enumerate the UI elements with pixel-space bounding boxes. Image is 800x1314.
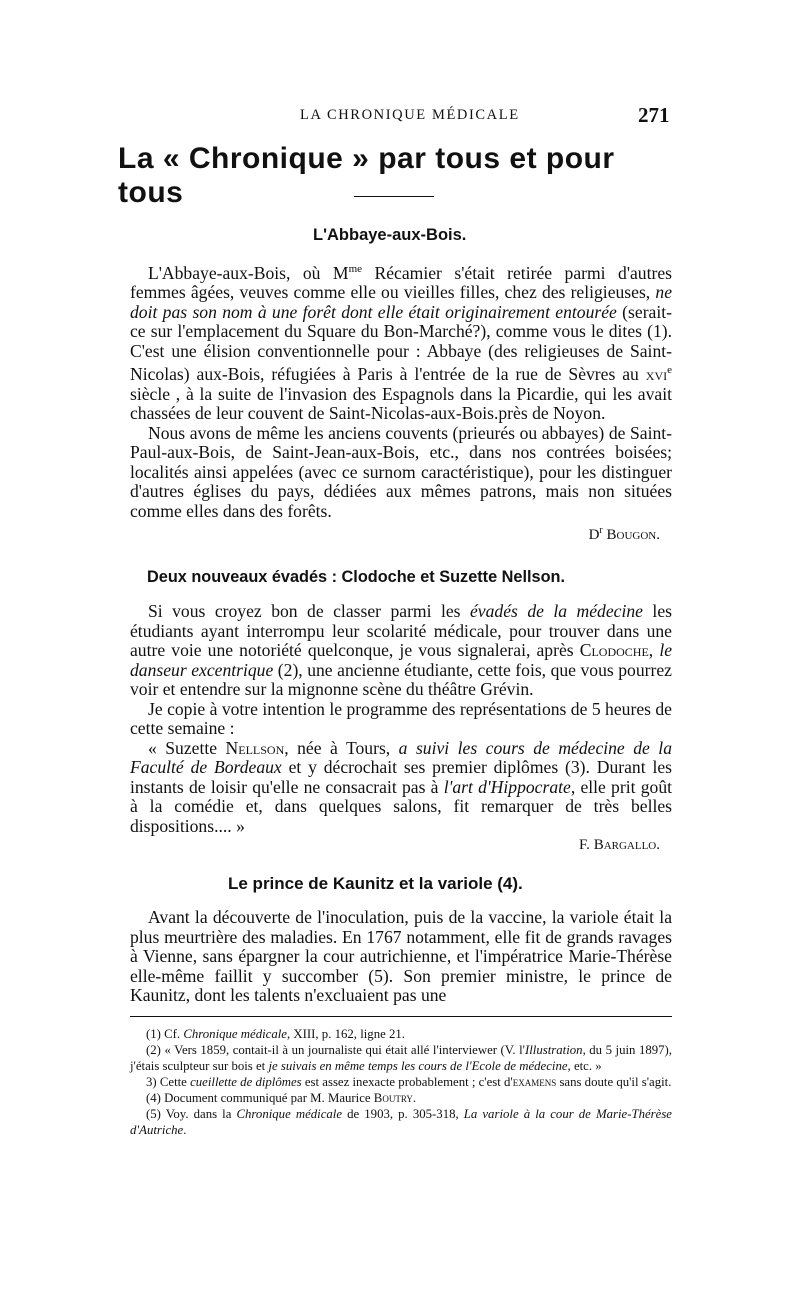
paragraph: « Suzette Nellson, née à Tours, a suivi les cours de médecine de la Faculté de Bordeaux et y décrochait ses premier diplômes (3). Durant les instants de loisir qu'elle ne consacrait pas à l'art d'Hippocrate, elle prit goût à la comédie et, dans quelques salons, fit remarquer de très belles dispositions.... » [130, 737, 672, 836]
footnotes [130, 1026, 672, 1138]
section-title-evades: Deux nouveaux évadés : Clodoche et Suzette Nellson. [147, 568, 565, 586]
page-title: La « Chronique » par tous et pour tous [118, 142, 615, 209]
paragraph: Je copie à votre intention le programme des représentations de 5 heures de cette semaine : [130, 698, 672, 738]
footnote-2: (2) « Vers 1859, contait-il à un journaliste qui était allé l'interviewer (V. l'Illustration, du 5 juin 1897), j'étais sculpteur sur bois et je suivais en même temps les cours de l'Ecole de médecine, etc. » [130, 1043, 672, 1073]
footnote-1: (1) Cf. Chronique médicale, XIII, p. 162, ligne 21. [146, 1027, 405, 1041]
title-divider [354, 196, 434, 197]
section-body-evades [130, 602, 672, 856]
section-title-abbaye: L'Abbaye-aux-Bois. [313, 226, 467, 244]
signature: $D^r$ Bougon. [588, 525, 660, 544]
paragraph: Avant la découverte de l'inoculation, puis de la vaccine, la variole était la plus meurtrière des maladies. En 1767 notamment, elle fit de grands ravages à Vienne, sans épargner la cour autrichienne, et l'impératrice Marie-Thérèse elle-même faillit y succomber (5). Son premier ministre, le prince de Kaunitz, dont les talents n'excluaient pas une [130, 907, 672, 1005]
footnote-5: (5) Voy. dans la Chronique médicale de 1903, p. 305-318, La variole à la cour de Marie-Thérèse d'Autriche. [130, 1107, 672, 1137]
section-title-kaunitz: Le prince de Kaunitz et la variole (4). [228, 874, 523, 893]
paragraph: Nous avons de même les anciens couvents (prieurés ou abbayes) de Saint-Paul-aux-Bois, de Saint-Jean-aux-Bois, etc., dans nos contrées boisées; localités ainsi appelées (avec ce surnom caractéristique), pour les distinguer d'autres églises du pays, dédiées aux mêmes patrons, mais non situées comme elles dans des forêts. [130, 422, 672, 521]
running-title: LA CHRONIQUE MÉDICALE [300, 107, 520, 123]
footnote-divider [130, 1016, 672, 1017]
footnote-4: (4) Document communiqué par M. Maurice Boutry. [146, 1091, 417, 1105]
paragraph: L'Abbaye-aux-Bois, où $M^{me}$ Récamier s'était retirée parmi d'autres femmes âgées, veuves comme elle ou vieilles filles, chez des religieuses, ne doit pas son nom à une forêt dont elle était originairement entourée (serait-ce sur l'emplacement du Square du Bon-Marché?), comme vous le dites (1). C'est une élision conventionnelle pour : Abbaye (des religieuses de Saint-Nicolas) aux-Bois, réfugiées à Paris à l'entrée de la rue de Sèvres au xvi$^e$ siècle , à la suite de l'invasion des Espagnols dans la Picardie, qui les avait chassées de leur couvent de Saint-Nicolas-aux-Bois.près de Noyon. [130, 262, 672, 424]
paragraph: Si vous croyez bon de classer parmi les évadés de la médecine les étudiants ayant interrompu leur scolarité médicale, pour trouver dans une autre voie une notoriété quelconque, je vous signalerai, après Clodoche, le danseur excentrique (2), une ancienne étudiante, cette fois, que vous pourrez voir et entendre sur la mignonne scène du théâtre Grévin. [130, 601, 673, 699]
signature: F. Bargallo. [579, 837, 660, 853]
page-number: 271 [638, 103, 670, 127]
footnote-3: 3) Cette cueillette de diplômes est assez inexacte probablement ; c'est d'examens sans doute qu'il s'agit. [146, 1075, 672, 1089]
section-body-kaunitz [130, 908, 672, 1006]
section-body-abbaye [130, 260, 672, 546]
